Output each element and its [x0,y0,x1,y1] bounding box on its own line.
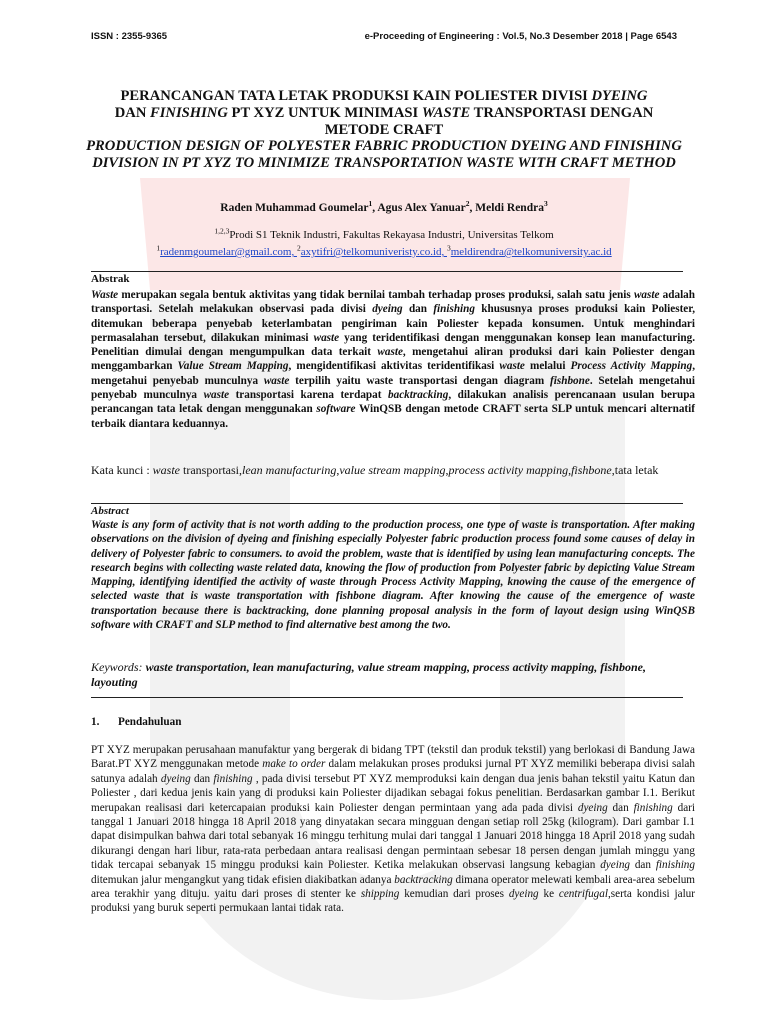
divider [91,503,683,504]
email-link-3[interactable]: meldirendra@telkomuniversity.ac.id [450,246,612,258]
title-indonesian: PERANCANGAN TATA LETAK PRODUKSI KAIN POLIESTER DIVISI DYEING DAN FINISHING PT XYZ UNTUK MINIMASI WASTE TRANSPORTASI DENGAN METODE CRAFT [114,88,654,138]
abstrak-label: Abstrak [91,273,130,285]
authors: Raden Muhammad Goumelar$^1$, Agus Alex Yanuar$^2$, Meldi Rendra$^3$ [220,199,548,214]
author-emails: $^1$radenmgoumelar@gmail.com, $^2$axytifri@telkomuniveristy.co.id, $^3$meldirendra@telkomuniversity.ac.id [156,243,612,258]
email-link-2[interactable]: axytifri@telkomuniveristy.co.id, [300,246,447,258]
title-english: PRODUCTION DESIGN OF POLYESTER FABRIC PRODUCTION DYEING AND FINISHING DIVISION IN PT XYZ TO MINIMIZE TRANSPORTATION WASTE WITH CRAFT METHOD [86,138,682,171]
keywords: Keywords: waste transportation, lean manufacturing, value stream mapping, process activity mapping, fishbone, layouting [91,660,646,689]
kata-kunci: Kata kunci : waste transportasi,lean manufacturing,value stream mapping,process activity mapping,fishbone,tata letak [91,463,659,477]
section-heading: 1. Pendahuluan [91,716,182,728]
proceeding-header: e-Proceeding of Engineering : Vol.5, No.3 Desember 2018 | Page 6543 [364,31,677,42]
abstract-label: Abstract [91,505,129,517]
body-paragraph: PT XYZ merupakan perusahaan manufaktur yang bergerak di bidang TPT (tekstil dan produk tekstil) yang berlokasi di Bandung Jawa Barat.PT XYZ menggunakan metode make to order dalam melakukan proses produksi jurnal PT XYZ memiliki beberapa divisi salah satunya adalah dyeing dan finishing , pada divisi tersebut PT XYZ memproduksi kain dengan dua jenis bahan tekstil yaitu Katun dan Poliester , dari kedua jenis kain yang di produksi kain Poliester dijadikan sebagai fokus penelitian. Berdasarkan gambar I.1. Berikut merupakan realisasi dari ketercapaian produksi kain Poliester dengan permintaan yang ada pada divisi dyeing dan finishing dari tanggal 1 Januari 2018 hingga 18 April 2018 yang dinyatakan secara mingguan dengan setiap roll 25kg (kilogram). Dari gambar I.1 dapat disimpulkan bahwa dari total sebanyak 16 minggu terhitung mulai dari tanggal 1 Januari 2018 hingga 18 April 2018 yang sudah dikurangi dengan hari libur, rata-rata perbedaan antara realisasi dengan permintaan sebesar 18 persen dengan jumlah minggu yang tidak tercapai sebanyak 15 minggu produksi kain Poliester. Ketika melakukan observasi langsung kebagian dyeing dan finishing ditemukan jalur mengangkut yang tidak efisien diakibatkan adanya backtracking dimana operator melewati kembali area-area sebelum area terakhir yang dituju. yaitu dari proses di stenter ke shipping kemudian dari proses dyeing ke centrifugal,serta kondisi jalur produksi yang buruk seperti permukaan lantai tidak rata. [91,744,696,915]
email-link-1[interactable]: radenmgoumelar@gmail.com, [160,246,297,258]
issn-header: ISSN : 2355-9365 [91,31,168,42]
divider [91,271,683,272]
divider [91,697,683,698]
abstrak-body: Waste merupakan segala bentuk aktivitas yang tidak bernilai tambah terhadap proses produksi, salah satu jenis waste adalah transportasi. Setelah melakukan observasi pada divisi dyeing dan finishing khususnya proses produksi kain Poliester, ditemukan beberapa penyebab keterlambatan pengiriman kain Poliester kepada konsumen. Untuk menghindari permasalahan tersebut, dilakukan minimasi waste yang teridentifikasi dengan menggunakan konsep lean manufacturing. Penelitian dimulai dengan mengumpulkan data terkait waste, mengetahui aliran produksi dari kain Poliester dengan menggambarkan Value Stream Mapping, mengidentifikasi aktivitas teridentifikasi waste melalui Process Activity Mapping, mengetahui penyebab munculnya waste terpilih yaitu waste transportasi dengan diagram fishbone. Setelah mengetahui penyebab munculnya waste transportasi karena terdapat backtracking, dilakukan analisis perencanaan usulan berupa perancangan tata letak dengan menggunakan software WinQSB dengan metode CRAFT serta SLP untuk mencari alternatif terbaik diantara keduannya. [91,289,696,430]
affiliation: $^{1,2,3}$Prodi S1 Teknik Industri, Fakultas Rekayasa Industri, Universitas Telkom [214,226,554,241]
abstract-body: Waste is any form of activity that is not worth adding to the production process, one type of waste is transportation. After making observations on the division of dyeing and finishing especially Polyester fabric production process found some causes of delay in delivery of Polyester fabric to consumers. to avoid the problem, waste that is identified by using lean manufacturing concepts. The research begins with collecting waste related data, knowing the flow of production from Polyester fabric by depicting Value Stream Mapping, identifying identified the activity of waste through Process Activity Mapping, knowing the cause of the emergence of selected waste that is waste transportation with fishbone diagram. After knowing the cause of the emergence of waste transportation because there is backtracking, done planning proposal analysis in the form of layout design using WinQSB software with CRAFT and SLP method to find alternative best among the two. [91,519,695,632]
